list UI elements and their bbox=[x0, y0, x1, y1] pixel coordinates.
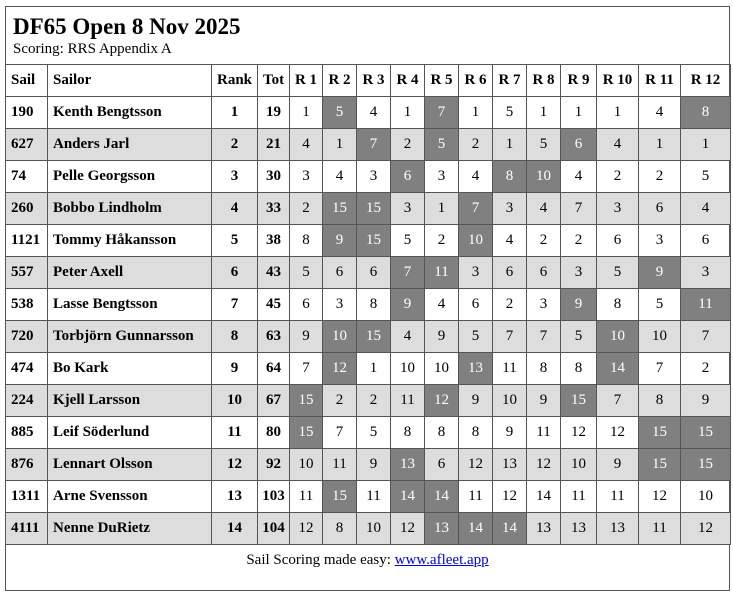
column-header-r4: R 4 bbox=[391, 65, 425, 97]
total-cell: 43 bbox=[258, 257, 290, 289]
race-score-cell: 1 bbox=[323, 129, 357, 161]
rank-cell: 2 bbox=[212, 129, 258, 161]
race-score-cell: 9 bbox=[681, 385, 731, 417]
race-score-discarded-cell: 11 bbox=[681, 289, 731, 321]
sailor-name-cell: Lasse Bengtsson bbox=[48, 289, 212, 321]
afleet-link[interactable]: www.afleet.app bbox=[394, 552, 489, 568]
race-score-cell: 11 bbox=[290, 481, 323, 513]
column-header-r11: R 11 bbox=[639, 65, 681, 97]
scoring-subtitle: Scoring: RRS Appendix A bbox=[13, 41, 172, 57]
race-score-cell: 4 bbox=[357, 97, 391, 129]
page-title: DF65 Open 8 Nov 2025 bbox=[13, 14, 241, 39]
race-score-cell: 2 bbox=[459, 129, 493, 161]
table-row bbox=[6, 129, 731, 161]
rank-cell: 13 bbox=[212, 481, 258, 513]
table-row bbox=[6, 385, 731, 417]
table-header-row bbox=[6, 65, 731, 97]
race-score-cell: 9 bbox=[459, 385, 493, 417]
column-header-r8: R 8 bbox=[527, 65, 561, 97]
race-score-cell: 10 bbox=[493, 385, 527, 417]
race-score-cell: 6 bbox=[681, 225, 731, 257]
race-score-cell: 6 bbox=[323, 257, 357, 289]
race-score-cell: 6 bbox=[459, 289, 493, 321]
results-panel bbox=[5, 6, 730, 591]
race-score-cell: 3 bbox=[561, 257, 597, 289]
footer-text: Sail Scoring made easy: bbox=[246, 552, 395, 568]
sailor-name-cell: Pelle Georgsson bbox=[48, 161, 212, 193]
race-score-cell: 11 bbox=[391, 385, 425, 417]
race-score-cell: 10 bbox=[561, 449, 597, 481]
sailor-name-cell: Arne Svensson bbox=[48, 481, 212, 513]
race-score-cell: 8 bbox=[527, 353, 561, 385]
sailor-name-cell: Nenne DuRietz bbox=[48, 513, 212, 545]
rank-cell: 12 bbox=[212, 449, 258, 481]
race-score-cell: 2 bbox=[597, 161, 639, 193]
race-score-cell: 2 bbox=[425, 225, 459, 257]
race-score-cell: 1 bbox=[681, 129, 731, 161]
race-score-cell: 5 bbox=[357, 417, 391, 449]
race-score-discarded-cell: 15 bbox=[357, 225, 391, 257]
race-score-discarded-cell: 13 bbox=[425, 513, 459, 545]
race-score-cell: 8 bbox=[459, 417, 493, 449]
race-score-discarded-cell: 10 bbox=[527, 161, 561, 193]
sail-number-cell: 720 bbox=[6, 321, 48, 353]
race-score-cell: 9 bbox=[527, 385, 561, 417]
race-score-cell: 7 bbox=[493, 321, 527, 353]
sail-number-cell: 1121 bbox=[6, 225, 48, 257]
total-cell: 30 bbox=[258, 161, 290, 193]
race-score-discarded-cell: 13 bbox=[459, 353, 493, 385]
sail-number-cell: 74 bbox=[6, 161, 48, 193]
race-score-cell: 2 bbox=[493, 289, 527, 321]
race-score-cell: 4 bbox=[681, 193, 731, 225]
column-header-r12: R 12 bbox=[681, 65, 731, 97]
race-score-cell: 10 bbox=[357, 513, 391, 545]
race-score-cell: 11 bbox=[357, 481, 391, 513]
race-score-discarded-cell: 13 bbox=[391, 449, 425, 481]
race-score-cell: 1 bbox=[425, 193, 459, 225]
race-score-discarded-cell: 15 bbox=[323, 193, 357, 225]
rank-cell: 7 bbox=[212, 289, 258, 321]
sailor-name-cell: Bobbo Lindholm bbox=[48, 193, 212, 225]
race-score-cell: 3 bbox=[425, 161, 459, 193]
race-score-cell: 4 bbox=[639, 97, 681, 129]
race-score-cell: 4 bbox=[561, 161, 597, 193]
race-score-cell: 13 bbox=[561, 513, 597, 545]
race-score-cell: 9 bbox=[425, 321, 459, 353]
race-score-cell: 12 bbox=[561, 417, 597, 449]
column-header-r2: R 2 bbox=[323, 65, 357, 97]
rank-cell: 5 bbox=[212, 225, 258, 257]
race-score-cell: 8 bbox=[357, 289, 391, 321]
race-score-cell: 7 bbox=[561, 193, 597, 225]
race-score-discarded-cell: 5 bbox=[425, 129, 459, 161]
results-header bbox=[6, 7, 729, 64]
race-score-cell: 11 bbox=[597, 481, 639, 513]
rank-cell: 1 bbox=[212, 97, 258, 129]
race-score-discarded-cell: 7 bbox=[391, 257, 425, 289]
race-score-cell: 2 bbox=[561, 225, 597, 257]
total-cell: 80 bbox=[258, 417, 290, 449]
total-cell: 103 bbox=[258, 481, 290, 513]
race-score-cell: 7 bbox=[597, 385, 639, 417]
race-score-discarded-cell: 7 bbox=[357, 129, 391, 161]
race-score-discarded-cell: 15 bbox=[561, 385, 597, 417]
sail-number-cell: 260 bbox=[6, 193, 48, 225]
race-score-cell: 4 bbox=[527, 193, 561, 225]
total-cell: 45 bbox=[258, 289, 290, 321]
race-score-discarded-cell: 15 bbox=[681, 449, 731, 481]
race-score-discarded-cell: 6 bbox=[561, 129, 597, 161]
column-header-r3: R 3 bbox=[357, 65, 391, 97]
table-row bbox=[6, 513, 731, 545]
table-row bbox=[6, 449, 731, 481]
sail-number-cell: 876 bbox=[6, 449, 48, 481]
race-score-cell: 1 bbox=[493, 129, 527, 161]
sailor-name-cell: Kenth Bengtsson bbox=[48, 97, 212, 129]
race-score-cell: 13 bbox=[597, 513, 639, 545]
race-score-cell: 2 bbox=[323, 385, 357, 417]
sail-number-cell: 1311 bbox=[6, 481, 48, 513]
table-row bbox=[6, 321, 731, 353]
race-score-cell: 9 bbox=[493, 417, 527, 449]
race-score-cell: 6 bbox=[493, 257, 527, 289]
race-score-discarded-cell: 12 bbox=[425, 385, 459, 417]
race-score-cell: 13 bbox=[493, 449, 527, 481]
rank-cell: 11 bbox=[212, 417, 258, 449]
race-score-cell: 12 bbox=[459, 449, 493, 481]
rank-cell: 4 bbox=[212, 193, 258, 225]
race-score-cell: 5 bbox=[493, 97, 527, 129]
table-row bbox=[6, 417, 731, 449]
race-score-cell: 1 bbox=[459, 97, 493, 129]
race-score-cell: 3 bbox=[493, 193, 527, 225]
sailor-name-cell: Kjell Larsson bbox=[48, 385, 212, 417]
race-score-discarded-cell: 9 bbox=[639, 257, 681, 289]
race-score-discarded-cell: 14 bbox=[493, 513, 527, 545]
rank-cell: 9 bbox=[212, 353, 258, 385]
sail-number-cell: 557 bbox=[6, 257, 48, 289]
sail-number-cell: 474 bbox=[6, 353, 48, 385]
race-score-discarded-cell: 15 bbox=[323, 481, 357, 513]
race-score-discarded-cell: 5 bbox=[323, 97, 357, 129]
race-score-cell: 9 bbox=[290, 321, 323, 353]
race-score-cell: 12 bbox=[391, 513, 425, 545]
column-header-r9: R 9 bbox=[561, 65, 597, 97]
total-cell: 19 bbox=[258, 97, 290, 129]
race-score-cell: 3 bbox=[527, 289, 561, 321]
table-row bbox=[6, 353, 731, 385]
race-score-cell: 12 bbox=[681, 513, 731, 545]
sailor-name-cell: Anders Jarl bbox=[48, 129, 212, 161]
race-score-cell: 5 bbox=[597, 257, 639, 289]
race-score-cell: 5 bbox=[391, 225, 425, 257]
race-score-cell: 12 bbox=[527, 449, 561, 481]
sail-number-cell: 4111 bbox=[6, 513, 48, 545]
sailor-name-cell: Tommy Håkansson bbox=[48, 225, 212, 257]
table-body bbox=[6, 97, 731, 545]
sailor-name-cell: Leif Söderlund bbox=[48, 417, 212, 449]
results-table bbox=[5, 64, 731, 545]
column-header-r10: R 10 bbox=[597, 65, 639, 97]
race-score-cell: 11 bbox=[493, 353, 527, 385]
race-score-cell: 3 bbox=[639, 225, 681, 257]
race-score-cell: 8 bbox=[597, 289, 639, 321]
race-score-cell: 10 bbox=[425, 353, 459, 385]
race-score-cell: 6 bbox=[639, 193, 681, 225]
table-row bbox=[6, 193, 731, 225]
total-cell: 21 bbox=[258, 129, 290, 161]
table-row bbox=[6, 289, 731, 321]
race-score-cell: 5 bbox=[459, 321, 493, 353]
race-score-cell: 2 bbox=[681, 353, 731, 385]
race-score-cell: 11 bbox=[561, 481, 597, 513]
race-score-cell: 2 bbox=[639, 161, 681, 193]
race-score-cell: 7 bbox=[527, 321, 561, 353]
race-score-cell: 7 bbox=[323, 417, 357, 449]
race-score-cell: 14 bbox=[527, 481, 561, 513]
race-score-discarded-cell: 10 bbox=[597, 321, 639, 353]
race-score-discarded-cell: 15 bbox=[357, 193, 391, 225]
race-score-cell: 12 bbox=[597, 417, 639, 449]
total-cell: 33 bbox=[258, 193, 290, 225]
race-score-cell: 4 bbox=[425, 289, 459, 321]
table-row bbox=[6, 225, 731, 257]
race-score-discarded-cell: 15 bbox=[290, 417, 323, 449]
race-score-discarded-cell: 9 bbox=[391, 289, 425, 321]
race-score-cell: 2 bbox=[357, 385, 391, 417]
sailor-name-cell: Peter Axell bbox=[48, 257, 212, 289]
race-score-cell: 6 bbox=[425, 449, 459, 481]
race-score-cell: 8 bbox=[561, 353, 597, 385]
sail-number-cell: 538 bbox=[6, 289, 48, 321]
race-score-discarded-cell: 14 bbox=[459, 513, 493, 545]
race-score-cell: 7 bbox=[681, 321, 731, 353]
total-cell: 63 bbox=[258, 321, 290, 353]
race-score-cell: 11 bbox=[527, 417, 561, 449]
column-header-r6: R 6 bbox=[459, 65, 493, 97]
total-cell: 104 bbox=[258, 513, 290, 545]
race-score-discarded-cell: 15 bbox=[681, 417, 731, 449]
column-header-r7: R 7 bbox=[493, 65, 527, 97]
race-score-cell: 6 bbox=[357, 257, 391, 289]
total-cell: 64 bbox=[258, 353, 290, 385]
race-score-cell: 8 bbox=[391, 417, 425, 449]
column-header-r5: R 5 bbox=[425, 65, 459, 97]
race-score-cell: 4 bbox=[290, 129, 323, 161]
race-score-discarded-cell: 9 bbox=[323, 225, 357, 257]
table-row bbox=[6, 257, 731, 289]
race-score-cell: 4 bbox=[323, 161, 357, 193]
race-score-cell: 1 bbox=[290, 97, 323, 129]
race-score-cell: 8 bbox=[425, 417, 459, 449]
race-score-cell: 4 bbox=[597, 129, 639, 161]
race-score-cell: 5 bbox=[639, 289, 681, 321]
race-score-cell: 1 bbox=[639, 129, 681, 161]
race-score-cell: 9 bbox=[597, 449, 639, 481]
race-score-cell: 5 bbox=[681, 161, 731, 193]
sailor-name-cell: Bo Kark bbox=[48, 353, 212, 385]
rank-cell: 8 bbox=[212, 321, 258, 353]
sail-number-cell: 224 bbox=[6, 385, 48, 417]
race-score-cell: 11 bbox=[323, 449, 357, 481]
race-score-discarded-cell: 8 bbox=[681, 97, 731, 129]
race-score-cell: 5 bbox=[561, 321, 597, 353]
race-score-cell: 7 bbox=[290, 353, 323, 385]
race-score-cell: 3 bbox=[459, 257, 493, 289]
race-score-cell: 10 bbox=[391, 353, 425, 385]
race-score-cell: 10 bbox=[681, 481, 731, 513]
race-score-discarded-cell: 15 bbox=[639, 449, 681, 481]
race-score-discarded-cell: 14 bbox=[391, 481, 425, 513]
race-score-cell: 4 bbox=[391, 321, 425, 353]
race-score-discarded-cell: 15 bbox=[290, 385, 323, 417]
race-score-cell: 13 bbox=[527, 513, 561, 545]
rank-cell: 14 bbox=[212, 513, 258, 545]
race-score-cell: 11 bbox=[459, 481, 493, 513]
race-score-cell: 10 bbox=[639, 321, 681, 353]
race-score-cell: 5 bbox=[527, 129, 561, 161]
race-score-cell: 6 bbox=[597, 225, 639, 257]
column-header-rank: Rank bbox=[212, 65, 258, 97]
race-score-discarded-cell: 15 bbox=[357, 321, 391, 353]
race-score-discarded-cell: 6 bbox=[391, 161, 425, 193]
race-score-cell: 12 bbox=[290, 513, 323, 545]
race-score-cell: 3 bbox=[681, 257, 731, 289]
race-score-cell: 3 bbox=[597, 193, 639, 225]
sailor-name-cell: Lennart Olsson bbox=[48, 449, 212, 481]
sail-number-cell: 885 bbox=[6, 417, 48, 449]
race-score-discarded-cell: 14 bbox=[597, 353, 639, 385]
rank-cell: 3 bbox=[212, 161, 258, 193]
race-score-discarded-cell: 7 bbox=[425, 97, 459, 129]
race-score-discarded-cell: 8 bbox=[493, 161, 527, 193]
race-score-cell: 12 bbox=[493, 481, 527, 513]
race-score-cell: 6 bbox=[290, 289, 323, 321]
table-row bbox=[6, 481, 731, 513]
race-score-cell: 2 bbox=[290, 193, 323, 225]
race-score-discarded-cell: 11 bbox=[425, 257, 459, 289]
race-score-cell: 6 bbox=[527, 257, 561, 289]
race-score-cell: 4 bbox=[493, 225, 527, 257]
race-score-cell: 1 bbox=[527, 97, 561, 129]
total-cell: 38 bbox=[258, 225, 290, 257]
column-header-r1: R 1 bbox=[290, 65, 323, 97]
rank-cell: 10 bbox=[212, 385, 258, 417]
race-score-cell: 1 bbox=[391, 97, 425, 129]
race-score-cell: 4 bbox=[459, 161, 493, 193]
sailor-name-cell: Torbjörn Gunnarsson bbox=[48, 321, 212, 353]
race-score-cell: 2 bbox=[391, 129, 425, 161]
column-header-sail: Sail bbox=[6, 65, 48, 97]
race-score-cell: 5 bbox=[290, 257, 323, 289]
race-score-cell: 10 bbox=[290, 449, 323, 481]
race-score-discarded-cell: 12 bbox=[323, 353, 357, 385]
race-score-cell: 1 bbox=[357, 353, 391, 385]
race-score-cell: 8 bbox=[639, 385, 681, 417]
race-score-discarded-cell: 14 bbox=[425, 481, 459, 513]
race-score-cell: 7 bbox=[639, 353, 681, 385]
footer bbox=[6, 544, 729, 575]
race-score-discarded-cell: 15 bbox=[639, 417, 681, 449]
race-score-cell: 2 bbox=[527, 225, 561, 257]
race-score-cell: 3 bbox=[357, 161, 391, 193]
race-score-cell: 9 bbox=[357, 449, 391, 481]
race-score-cell: 3 bbox=[323, 289, 357, 321]
table-row bbox=[6, 161, 731, 193]
total-cell: 67 bbox=[258, 385, 290, 417]
total-cell: 92 bbox=[258, 449, 290, 481]
race-score-discarded-cell: 7 bbox=[459, 193, 493, 225]
race-score-cell: 8 bbox=[323, 513, 357, 545]
column-header-sailor: Sailor bbox=[48, 65, 212, 97]
sail-number-cell: 627 bbox=[6, 129, 48, 161]
race-score-cell: 3 bbox=[391, 193, 425, 225]
race-score-cell: 3 bbox=[290, 161, 323, 193]
race-score-discarded-cell: 10 bbox=[323, 321, 357, 353]
race-score-cell: 1 bbox=[561, 97, 597, 129]
race-score-cell: 11 bbox=[639, 513, 681, 545]
race-score-discarded-cell: 10 bbox=[459, 225, 493, 257]
table-row bbox=[6, 97, 731, 129]
sail-number-cell: 190 bbox=[6, 97, 48, 129]
rank-cell: 6 bbox=[212, 257, 258, 289]
race-score-cell: 12 bbox=[639, 481, 681, 513]
column-header-tot: Tot bbox=[258, 65, 290, 97]
race-score-cell: 8 bbox=[290, 225, 323, 257]
race-score-cell: 1 bbox=[597, 97, 639, 129]
race-score-discarded-cell: 9 bbox=[561, 289, 597, 321]
